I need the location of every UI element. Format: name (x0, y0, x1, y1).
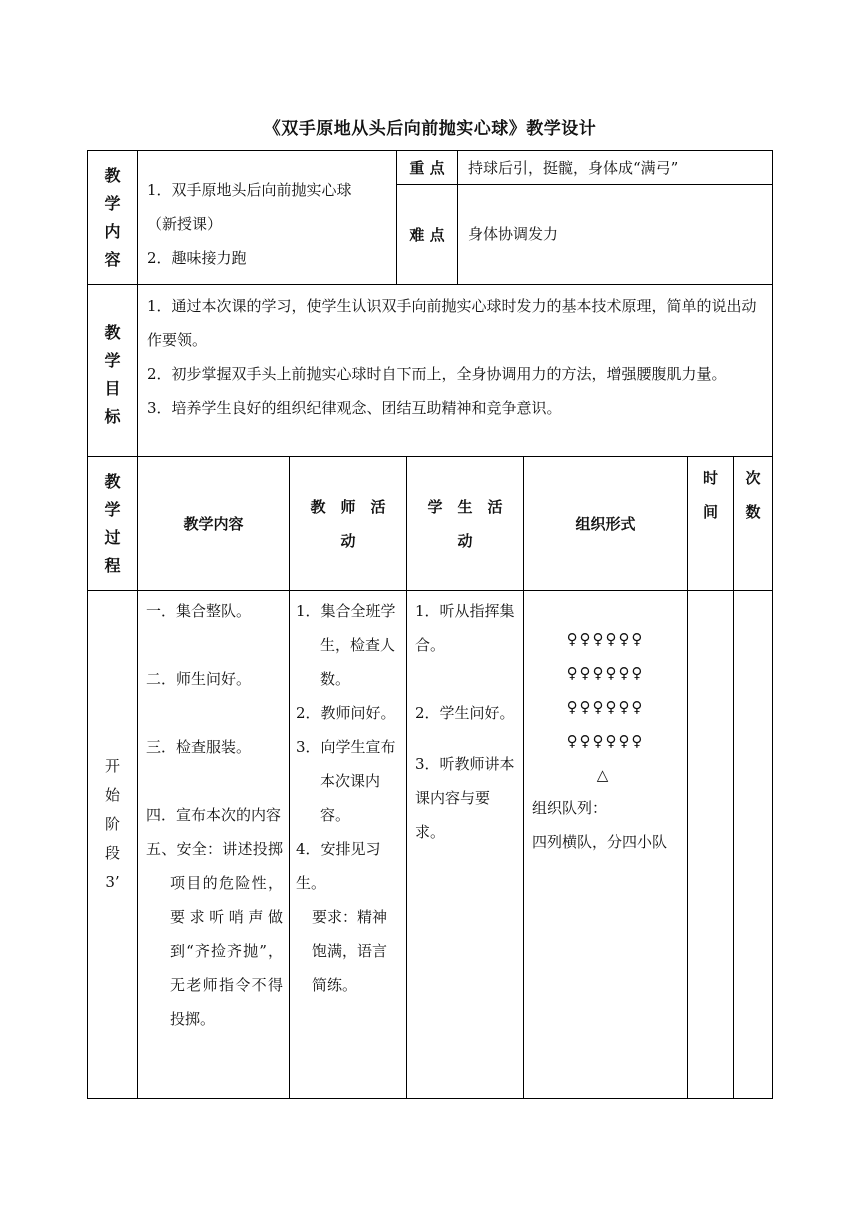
stage-teacher-item: 4．安排见习生。 (296, 840, 381, 892)
goal-item: 3．培养学生良好的组织纪律观念、团结互助精神和竞争意识。 (147, 399, 562, 417)
formation-row: ♀♀♀♀♀♀ (566, 698, 645, 716)
difficulty-label: 难 点 (396, 184, 458, 285)
goal-item: 2．初步掌握双手头上前抛实心球时自下而上，全身协调用力的方法，增强腰腹肌力量。 (147, 365, 727, 383)
goals-items-cell (137, 284, 773, 457)
process-header-char: 过 (104, 527, 121, 547)
column-header-organization: 组织形式 (523, 456, 688, 591)
stage-teacher-cell (289, 590, 407, 1099)
stage-teacher-item: 3．向学生宣布本次课内容。 (296, 738, 396, 824)
goals-header-cell (87, 284, 138, 457)
stage-char: 阶 (104, 815, 120, 833)
column-header-time: 时间 (687, 456, 734, 591)
stage-student-item: 3．听教师讲本课内容与要求。 (415, 755, 515, 841)
stage-char: 开 (104, 757, 120, 775)
stage-header-cell (87, 590, 138, 1099)
content-item: （新授课） (147, 215, 223, 233)
process-header-char: 学 (104, 499, 121, 519)
formation-description: 四列横队，分四小队 (532, 833, 668, 851)
teacher-position-mark: △ (596, 766, 611, 784)
document-title: 《双手原地从头后向前抛实心球》教学设计 (263, 119, 597, 139)
stage-student-item: 1．听从指挥集合。 (415, 602, 515, 654)
column-header-count: 次数 (733, 456, 773, 591)
process-header-cell (87, 456, 138, 591)
column-header-student: 学 生 活 动 (406, 456, 524, 591)
content-header-cell (87, 150, 138, 285)
stage-student-item: 2．学生问好。 (415, 704, 515, 722)
content-header-char: 内 (104, 221, 121, 241)
stage-student-cell (406, 590, 524, 1099)
key-point-text: 持球后引，挺髋，身体成“满弓” (457, 150, 773, 185)
content-header-char: 教 (104, 165, 121, 185)
goals-header-char: 标 (104, 406, 121, 426)
stage-time-cell (687, 590, 734, 1099)
stage-char: 始 (104, 786, 120, 804)
stage-teacher-item: 1．集合全班学生，检查人数。 (296, 602, 396, 688)
stage-teacher-item: 2．教师问好。 (296, 704, 396, 722)
formation-row: ♀♀♀♀♀♀ (566, 732, 645, 750)
process-header-char: 教 (104, 471, 121, 491)
stage-content-cell (137, 590, 290, 1099)
stage-content-item: 四．宣布本次的内容 (146, 806, 282, 824)
content-item: 1．双手原地头后向前抛实心球 (147, 181, 352, 199)
goals-header-char: 学 (104, 350, 121, 370)
content-header-char: 学 (104, 193, 121, 213)
stage-organization-cell (523, 590, 688, 1099)
column-header-content: 教学内容 (137, 456, 290, 591)
stage-content-item: 一．集合整队。 (146, 602, 252, 620)
stage-duration: 3’ (105, 873, 120, 891)
stage-content-item: 三．检查服装。 (146, 738, 252, 756)
process-header-char: 程 (104, 555, 121, 575)
stage-char: 段 (104, 844, 120, 862)
formation-row: ♀♀♀♀♀♀ (566, 664, 645, 682)
stage-content-item: 五、安全：讲述投掷项目的危险性，要求听哨声做到“齐捡齐抛”，无老师指令不得投掷。 (146, 840, 283, 1028)
formation-label: 组织队列： (532, 799, 608, 817)
stage-count-cell (733, 590, 773, 1099)
goals-header-char: 教 (104, 322, 121, 342)
stage-teacher-item: 要求：精神饱满，语言简练。 (312, 908, 388, 994)
key-point-label: 重 点 (396, 150, 458, 185)
goal-item: 1．通过本次课的学习，使学生认识双手向前抛实心球时发力的基本技术原理，简单的说出动作要领。 (147, 297, 757, 349)
content-header-char: 容 (104, 249, 121, 269)
stage-content-item: 二．师生问好。 (146, 670, 252, 688)
difficulty-text: 身体协调发力 (457, 184, 773, 285)
goals-header-char: 目 (104, 378, 121, 398)
content-item: 2．趣味接力跑 (147, 249, 247, 267)
formation-row: ♀♀♀♀♀♀ (566, 630, 645, 648)
content-items-cell (137, 150, 397, 285)
column-header-teacher: 教 师 活 动 (289, 456, 407, 591)
